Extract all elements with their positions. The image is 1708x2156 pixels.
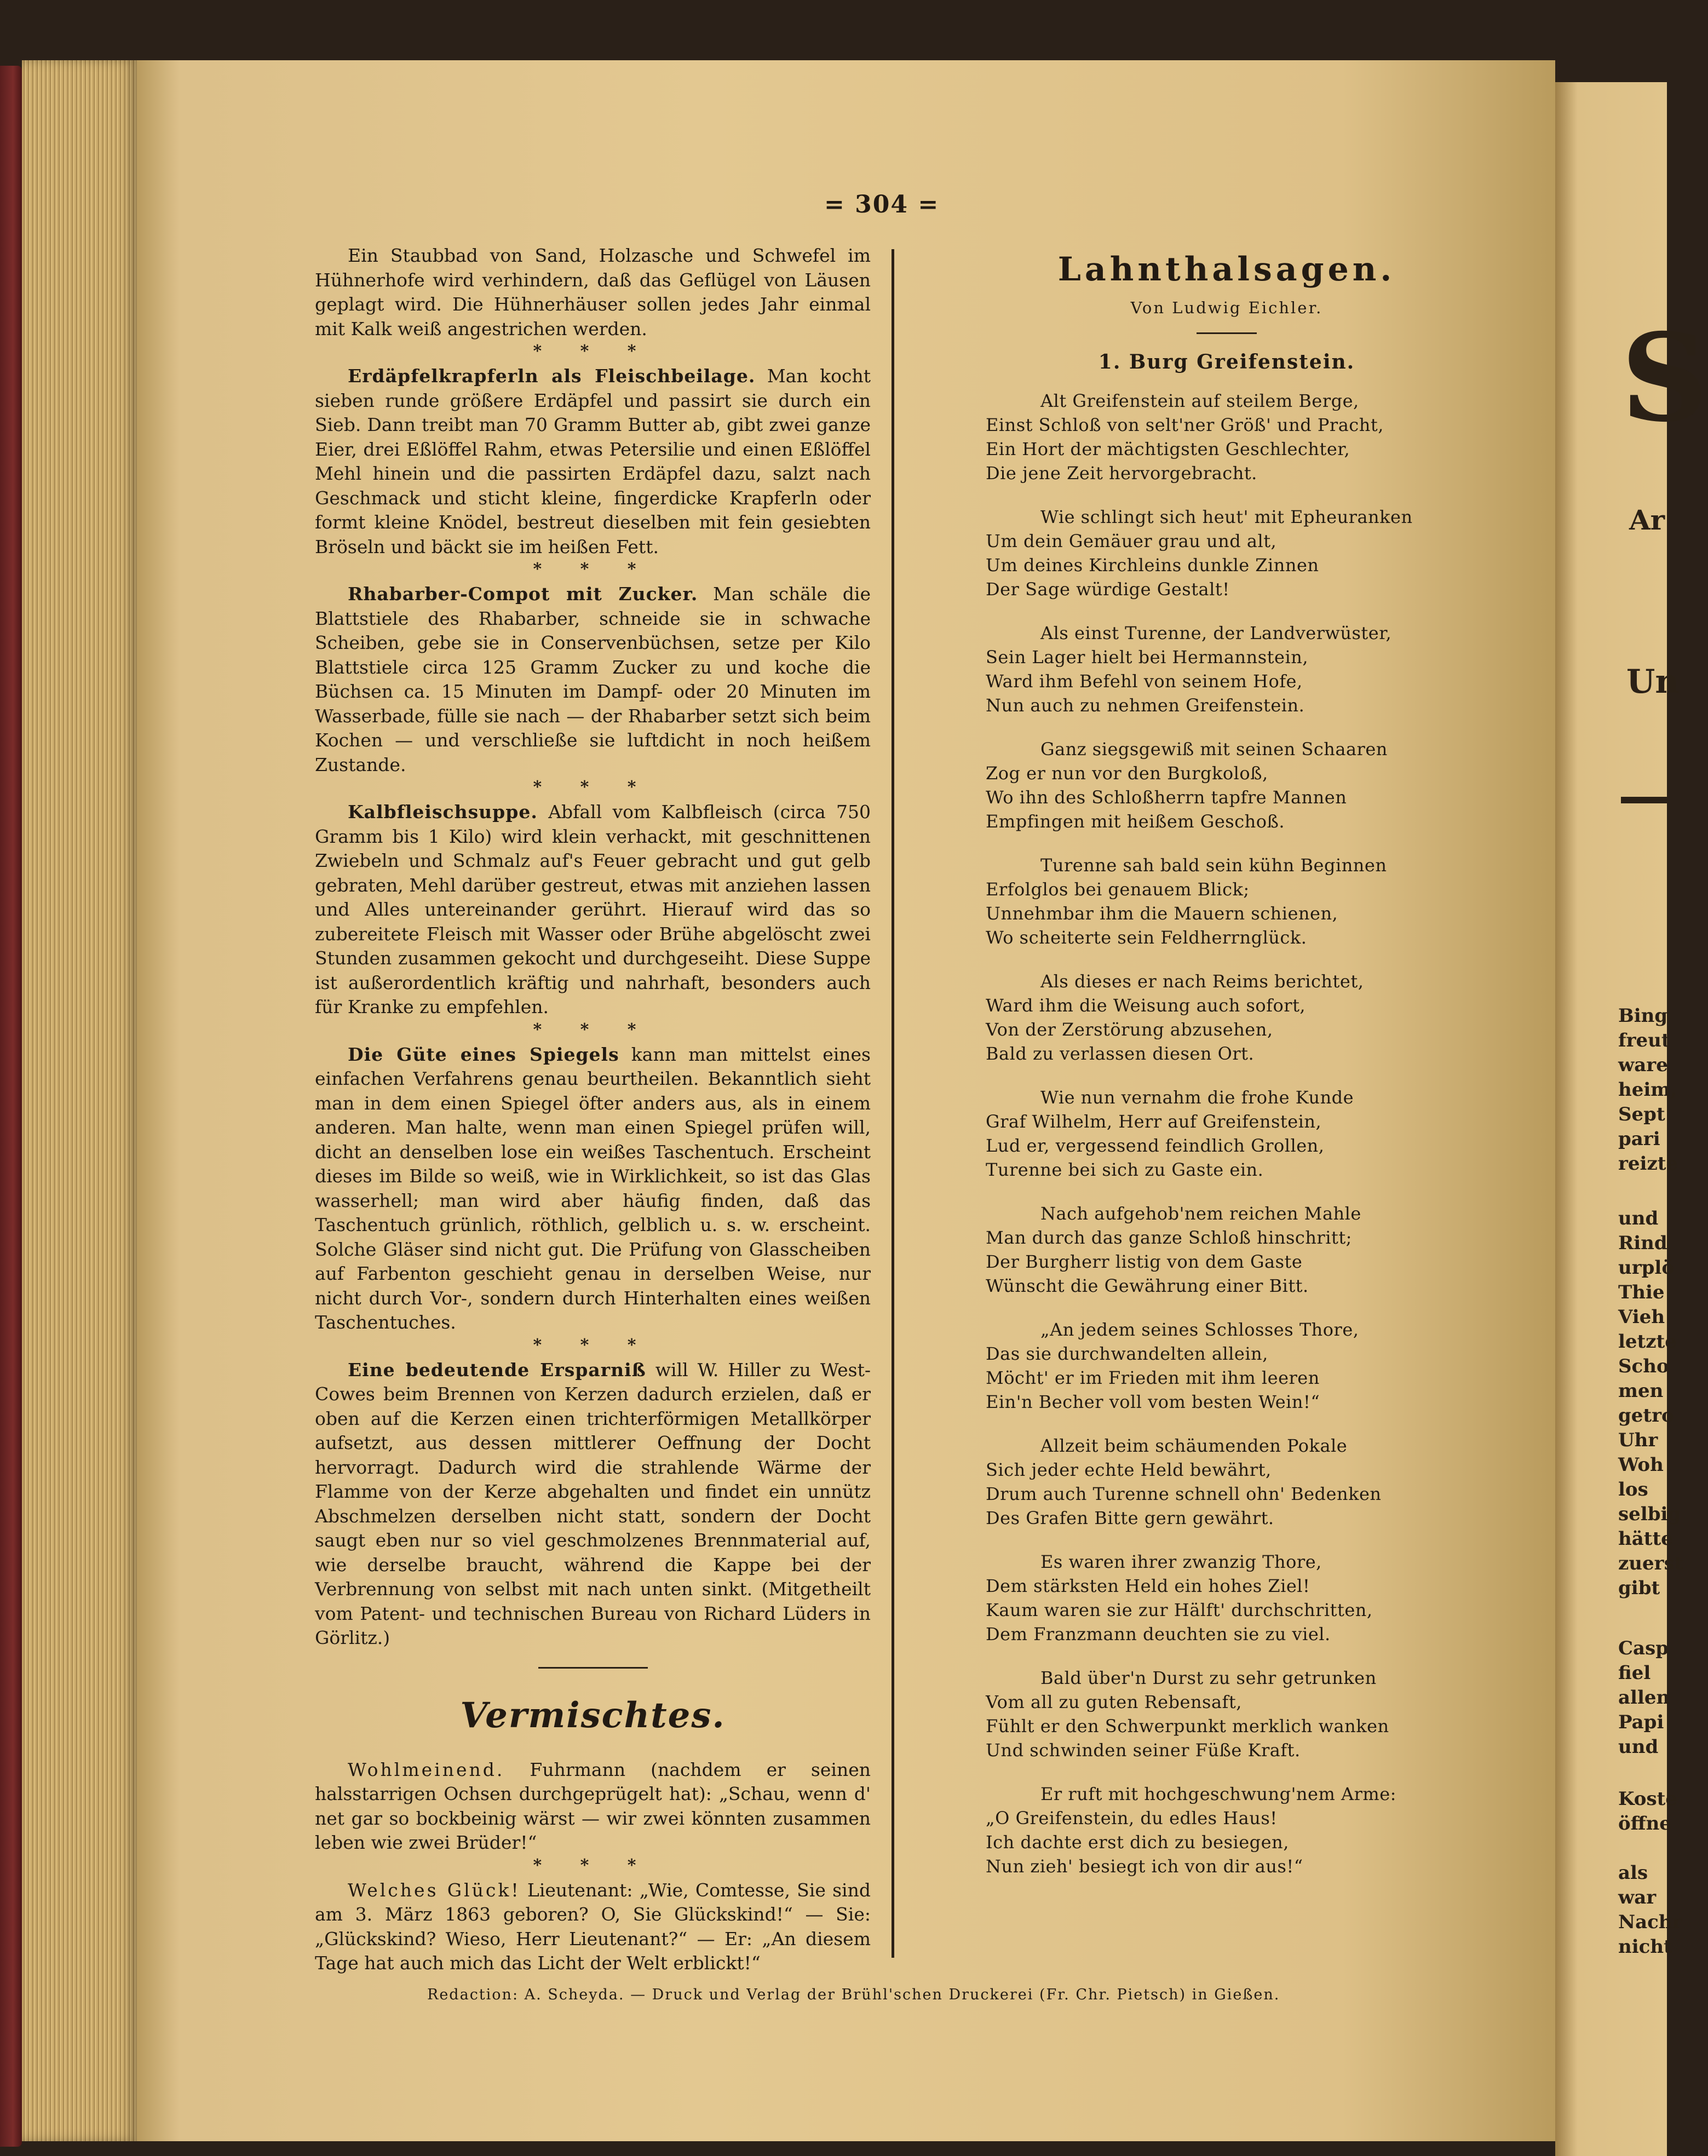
right-column [986,244,1468,1898]
poem-line: Nun zieh' besiegt ich von dir aus!“ [986,1856,1303,1877]
poem-line: Wie nun vernahm die frohe Kunde [1040,1087,1354,1108]
poem-line: Und schwinden seiner Füße Kraft. [986,1740,1301,1761]
next-page-fragment: und [1618,1736,1659,1758]
recipe-text: Man kocht sieben runde größere Erdäpfel und passirt sie durch ein Sieb. Dann treibt man 70 Gramm Butter ab, gibt zwei ganze Eier, drei Eßlöffel Rahm, etwas Petersilie und einen Eßlöffel Mehl hinein und die passirten Erdäpfel dazu, salzt nach Geschmack und sticht kleine, fingerdicke Krapferln oder formt kleine Knödel, bestreut dieselben mit fein gesiebten Bröseln und bäckt sie im heißen Fett. [315,365,871,557]
poem-stanza [986,853,1468,950]
joke-paragraph [315,1878,871,1976]
next-page-fragment: freut [1618,1030,1670,1051]
poem-line: Der Sage würdige Gestalt! [986,579,1230,600]
poem-line: Ward ihm Befehl von seinem Hofe, [986,671,1303,692]
tip-text: kann man mittelst eines einfachen Verfahrens genau beurtheilen. Bekanntlich sieht man in dem einen Spiegel öfter anders aus, als in einem anderen. Man halte, wenn man einen Spiegel prüfen will, dicht an denselben lose ein weißes Taschentuch. Erscheint dieses im Bilde so weiß, wie in Wirklichkeit, so ist das Glas wasserhell; man wird aber häufig finden, daß das Taschentuch grünlich, röthlich, gelblich u. s. w. erscheint. Solche Gläser sind nicht gut. Die Prüfung von Glasscheiben auf Farbenton geschieht genau in derselben Weise, nur nicht durch Vor-, sondern durch Hinterhalten eines weißen Taschentuches. [315,1043,871,1333]
joke-title: Wohlmeinend. [348,1758,505,1780]
tip-text: will W. Hiller zu West-Cowes beim Brennen von Kerzen dadurch erzielen, daß er oben auf die Kerzen einen trichterförmigen Metallkörper aufsetzt, aus dessen mittlerer Oeffnung der Docht hervorragt. Dadurch wird die strahlende Wärme der Flamme von der Kerze abgehalten und findet ein unnütz Abschmelzen derselben nicht statt, sondern der Docht saugt eben nur so viel geschmolzenes Brennmaterial auf, wie derselbe braucht, während die Kappe bei der Verbrennung von selbst mit nach unten sinkt. (Mitgetheilt vom Patent- und technischen Bureau von Richard Lüders in Görlitz.) [315,1359,871,1648]
poem-line: Das sie durchwandelten allein, [986,1343,1268,1364]
tip-paragraph [315,1043,871,1335]
recipe-paragraph [315,364,871,559]
joke-text: Lieutenant: „Wie, Comtesse, Sie sind am 3. März 1863 geboren? O, Sie Glückskind!“ — Sie: „Glückskind? Wieso, Herr Lieutenant?“ — Er: „An diesem Tage hat auch mich das Licht der Welt erblickt!“ [315,1879,871,1974]
separator: * * * [533,560,653,579]
next-page-fragment: Casp [1618,1637,1669,1659]
poem-line: Lud er, vergessend feindlich Grollen, [986,1135,1325,1156]
poem-line: Drum auch Turenne schnell ohn' Bedenken [986,1484,1382,1504]
poem-stanza [986,389,1468,485]
next-page-fragment: gibt [1618,1577,1660,1599]
column-divider [892,249,894,1958]
separator: * * * [533,1855,653,1875]
recipe-paragraph [315,800,871,1020]
poem-line: Empfingen mit heißem Geschoß. [986,811,1285,832]
poem-line: Nach aufgehob'nem reichen Mahle [1040,1203,1361,1224]
next-page-fragment: Koste [1618,1788,1677,1810]
poem-line: Wo scheiterte sein Feldherrnglück. [986,927,1307,948]
poem-line: Nun auch zu nehmen Greifenstein. [986,695,1305,716]
poem-line: Vom all zu guten Rebensaft, [986,1692,1242,1712]
intro-paragraph: Ein Staubbad von Sand, Holzasche und Schwefel im Hühnerhofe wird verhindern, daß das Geflügel von Läusen geplagt wird. Die Hühnerhäuser sollen jedes Jahr einmal mit Kalk weiß angestrichen werden. [315,245,871,340]
recipe-title: Rhabarber-Compot mit Zucker. [348,583,698,605]
next-page-fragment: und [1618,1208,1659,1229]
poem-stanza [986,1666,1468,1762]
poem-stanza [986,969,1468,1066]
next-page-fragment: war [1618,1887,1657,1908]
poem-line: Sein Lager hielt bei Hermannstein, [986,647,1308,668]
recipe-text: Abfall vom Kalbfleisch (circa 750 Gramm bis 1 Kilo) wird klein verhackt, mit geschnittenen Zwiebeln und Schmalz auf's Feuer gebracht und gut gelb gebraten, Mehl darüber gestreut, etwas mit anziehen lassen und Alles untereinander gerührt. Hierauf wird das so zubereitete Fleisch mit Wasser oder Brühe abgelöscht zwei Stunden zusammen gekocht und durchgeseiht. Diese Suppe ist außerordentlich kräftig und nahrhaft, besonders auch für Kranke zu empfehlen. [315,801,871,1017]
section-rule [538,1667,648,1669]
poem-stanza [986,621,1468,717]
poem-line: Des Grafen Bitte gern gewährt. [986,1508,1274,1528]
poem-stanza [986,505,1468,601]
poem-line: Wünscht die Gewährung einer Bitt. [986,1275,1309,1296]
poem-line: „O Greifenstein, du edles Haus! [986,1808,1278,1829]
next-page-heading: Ar [1629,504,1665,536]
poem-line: Bald zu verlassen diesen Ort. [986,1043,1255,1064]
next-page-fragment: Woh [1618,1454,1664,1476]
recipe-title: Kalbfleischsuppe. [348,801,538,823]
poem-stanza [986,1434,1468,1530]
next-page-fragment: Bing [1618,1005,1668,1027]
poem-stanza [986,1085,1468,1182]
poem-line: Als dieses er nach Reims berichtet, [1040,971,1364,992]
next-page-fragment: Scho [1618,1355,1669,1377]
poem-stanza [986,737,1468,833]
next-page-fragment: getro [1618,1405,1674,1427]
poem-stanza [986,1782,1468,1878]
joke-text: Fuhrmann (nachdem er seinen halsstarrigen Ochsen durchgeprügelt hat): „Schau, wenn d' net gar so bockbeinig wärst — wir zwei könnten zusammen leben wie zwei Brüder!“ [315,1758,871,1853]
next-page-fragment: selbig [1618,1503,1681,1525]
next-page-fragment: zuerst [1618,1553,1683,1574]
next-page-fragment: reizte [1618,1153,1678,1175]
next-page-fragment: pari [1618,1128,1660,1150]
poem [986,389,1468,1878]
next-page-fragment: Papi [1618,1711,1664,1733]
poem-line: Graf Wilhelm, Herr auf Greifenstein, [986,1111,1322,1132]
next-page-fragment: Vieh [1618,1306,1665,1328]
poem-title: 1. Burg Greifenstein. [1098,350,1355,373]
next-page-fragment: Sept [1618,1103,1665,1125]
poem-line: Dem Franzmann deuchten sie zu viel. [986,1624,1331,1645]
next-page-rule [1621,797,1667,803]
poem-line: Unnehmbar ihm die Mauern schienen, [986,903,1338,924]
separator: * * * [533,342,653,361]
separator: * * * [533,1020,653,1039]
poem-line: Einst Schloß von selt'ner Größ' und Pracht, [986,415,1384,435]
next-page-fragment: ware [1618,1054,1668,1076]
poem-line: Man durch das ganze Schloß hinschritt; [986,1227,1352,1248]
joke-paragraph [315,1758,871,1855]
recipe-title: Erdäpfelkrapferln als Fleischbeilage. [348,365,756,387]
next-page-fragment: nicht [1618,1936,1672,1958]
poem-stanza [986,1318,1468,1414]
poem-line: Dem stärksten Held ein hohes Ziel! [986,1576,1310,1596]
poem-line: Es waren ihrer zwanzig Thore, [1040,1551,1322,1572]
page-edges [22,60,137,2141]
poem-line: Ich dachte erst dich zu besiegen, [986,1832,1289,1853]
poem-line: Turenne sah bald sein kühn Beginnen [1040,855,1387,876]
joke-title: Welches Glück! [348,1879,521,1901]
poem-line: Bald über'n Durst zu sehr getrunken [1040,1668,1377,1688]
poem-line: Um deines Kirchleins dunkle Zinnen [986,555,1319,576]
next-page-fragment: heim, [1618,1079,1677,1101]
next-page-fragment: hätte [1618,1528,1673,1550]
left-column [315,244,871,1976]
book-binding [0,66,22,2147]
next-page-heading-2: Un [1626,663,1679,701]
poem-line: Wo ihn des Schloßherrn tapfre Mannen [986,787,1347,808]
poem-line: Ward ihm die Weisung auch sofort, [986,995,1306,1016]
poem-line: Alt Greifenstein auf steilem Berge, [1040,390,1359,411]
tip-paragraph [315,1358,871,1651]
poem-line: Ein'n Becher voll vom besten Wein!“ [986,1392,1320,1412]
next-page-initial: S [1621,307,1708,449]
recipe-text: Man schäle die Blattstiele des Rhabarber, schneide sie in schwache Scheiben, gebe sie in Conservenbüchsen, setze per Kilo Blattstiele circa 125 Gramm Zucker zu und koche die Büchsen ca. 15 Minuten im Dampf- oder 20 Minuten im Wasserbade, fülle sie nach — der Rhabarber setzt sich beim Kochen — und verschließe sie luftdicht in noch heißem Zustande. [315,583,871,775]
recipe-paragraph [315,582,871,777]
byline: Von Ludwig Eichler. [1130,298,1323,317]
poem-line: Sich jeder echte Held bewährt, [986,1459,1272,1480]
next-page-fragment: men [1618,1380,1664,1402]
poem-line: Ganz siegsgewiß mit seinen Schaaren [1040,739,1388,760]
poem-line: Er ruft mit hochgeschwung'nem Arme: [1040,1784,1396,1804]
poem-line: Allzeit beim schäumenden Pokale [1040,1435,1348,1456]
poem-line: Kaum waren sie zur Hälft' durchschritten, [986,1600,1373,1620]
poem-line: Möcht' er im Frieden mit ihm leeren [986,1367,1320,1388]
next-page-fragment: öffne [1618,1813,1671,1835]
poem-line: Zog er nun vor den Burgkoloß, [986,763,1268,784]
poem-line: „An jedem seines Schlosses Thore, [1040,1319,1359,1340]
next-page-fragment: Nachr [1618,1911,1682,1933]
section-title: Vermischtes. [460,1694,726,1736]
next-page-fragment: letzte [1618,1331,1677,1353]
poem-line: Turenne bei sich zu Gaste ein. [986,1159,1264,1180]
next-page-fragment: Uhr [1618,1429,1658,1451]
poem-line: Ein Hort der mächtigsten Geschlechter, [986,439,1350,459]
page-number: = 304 = [824,191,940,219]
next-page-fragment: los [1618,1479,1648,1500]
poem-line: Die jene Zeit hervorgebracht. [986,463,1257,484]
poem-line: Als einst Turenne, der Landverwüster, [1040,623,1392,643]
imprint-footer: Redaction: A. Scheyda. — Druck und Verlag der Brühl'schen Druckerei (Fr. Chr. Pietsch) in Gießen. [427,1986,1280,2003]
poem-stanza [986,1201,1468,1298]
poem-line: Von der Zerstörung abzusehen, [986,1019,1273,1040]
next-page-fragment: Rind [1618,1232,1667,1254]
tip-title: Die Güte eines Spiegels [348,1043,619,1065]
poem-line: Fühlt er den Schwerpunkt merklich wanken [986,1716,1389,1737]
separator: * * * [533,778,653,797]
next-page-fragment: urplö [1618,1257,1674,1279]
poem-line: Der Burgherr listig von dem Gaste [986,1251,1303,1272]
poem-line: Wie schlingt sich heut' mit Epheuranken [1040,507,1413,527]
next-page-fragment: Thie [1618,1281,1665,1303]
separator: * * * [533,1335,653,1355]
tip-title: Eine bedeutende Ersparniß [348,1359,646,1381]
title-rule [1197,332,1257,334]
poem-line: Um dein Gemäuer grau und alt, [986,531,1277,551]
next-page-fragment: allen [1618,1687,1670,1709]
article-title: Lahnthalsagen. [1057,250,1396,289]
poem-stanza [986,1550,1468,1646]
next-page-fragment: fiel [1618,1662,1651,1684]
poem-line: Erfolglos bei genauem Blick; [986,879,1250,900]
next-page-fragment: als [1618,1862,1648,1884]
